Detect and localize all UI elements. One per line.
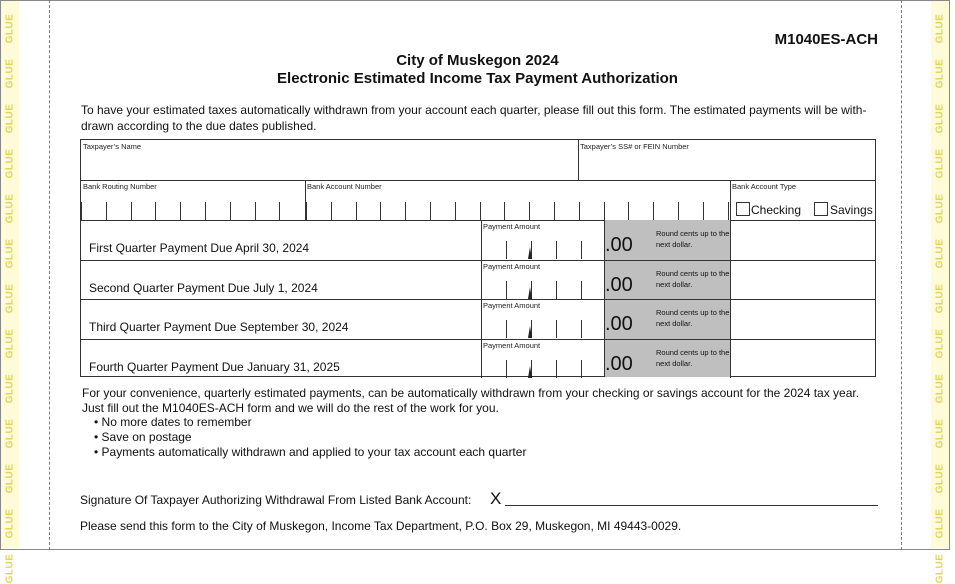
digit-divider <box>279 202 280 220</box>
thousands-mark <box>528 366 532 378</box>
glue-label: GLUE <box>4 373 16 404</box>
digit-divider <box>703 202 704 220</box>
convenience-text: For your convenience, quarterly estimated payments, can be automatically withdrawn from your checking or savings account for the 2024 tax year. Just fill out the M1040ES-ACH form and we will do the rest of the work for you. <box>82 386 860 415</box>
digit-divider <box>405 202 406 220</box>
quarter-due-label: First Quarter Payment Due April 30, 2024 <box>89 241 310 255</box>
thousands-mark <box>528 287 532 299</box>
form-grid <box>80 139 876 377</box>
list-item: • No more dates to remember <box>94 415 252 429</box>
glue-label: GLUE <box>4 553 16 584</box>
routing-number-field[interactable] <box>81 181 305 220</box>
glue-label: GLUE <box>4 238 16 269</box>
account-number-field[interactable] <box>306 181 730 220</box>
glue-label: GLUE <box>4 193 16 224</box>
glue-label: GLUE <box>4 508 16 539</box>
payment-amount-label: Payment Amount <box>483 222 541 231</box>
checking-checkbox[interactable] <box>736 202 750 216</box>
thousands-mark <box>528 326 532 338</box>
digit-divider <box>556 241 557 259</box>
routing-label: Bank Routing Number <box>83 182 157 191</box>
intro-text: To have your estimated taxes automatically withdrawn from your account each quarter, please fill out this form. The estimated payments will be with-drawn according to the due dates published. <box>81 103 867 133</box>
digit-divider <box>506 320 507 338</box>
payment-row <box>81 220 875 260</box>
payment-amount-field[interactable] <box>482 311 604 338</box>
glue-label: GLUE <box>934 418 946 449</box>
payment-amount-field[interactable] <box>482 351 604 378</box>
cents-label: .00 <box>605 234 633 256</box>
glue-label: GLUE <box>4 328 16 359</box>
thousands-mark <box>528 247 532 259</box>
list-item: • Save on postage <box>94 430 192 444</box>
taxpayer-ssn-field[interactable] <box>579 140 875 180</box>
payment-amount-field[interactable] <box>482 232 604 259</box>
digit-divider <box>653 202 654 220</box>
row-divider <box>81 339 875 340</box>
glue-label: GLUE <box>934 148 946 179</box>
glue-label: GLUE <box>934 193 946 224</box>
quarter-due-label: Fourth Quarter Payment Due January 31, 2025 <box>89 359 340 374</box>
glue-label: GLUE <box>934 373 946 404</box>
form-id: M1040ES-ACH <box>774 31 878 48</box>
row-divider <box>81 299 875 300</box>
digit-divider <box>556 320 557 338</box>
digit-divider <box>106 202 107 220</box>
digit-divider <box>554 202 555 220</box>
list-item: • Payments automatically withdrawn and applied to your tax account each quarter <box>94 445 527 459</box>
cents-label: .00 <box>605 273 633 296</box>
digit-divider <box>356 202 357 220</box>
glue-label: GLUE <box>4 283 16 314</box>
digit-divider <box>628 202 629 220</box>
savings-checkbox[interactable] <box>814 202 828 216</box>
glue-label: GLUE <box>4 463 16 494</box>
payment-amount-label: Payment Amount <box>483 261 541 271</box>
glue-label: GLUE <box>4 418 16 449</box>
digit-divider <box>455 202 456 220</box>
digit-divider <box>331 202 332 220</box>
mailing-instructions: Please send this form to the City of Muskegon, Income Tax Department, P.O. Box 29, Muskegon, MI 49443-0029. <box>80 519 682 533</box>
cents-label: .00 <box>605 352 633 375</box>
digit-divider <box>131 202 132 220</box>
digit-divider <box>506 360 507 378</box>
digit-divider <box>155 202 156 220</box>
rounding-note: Round cents up to the next dollar. <box>656 347 730 368</box>
glue-label: GLUE <box>934 283 946 314</box>
glue-label: GLUE <box>4 58 16 89</box>
payment-amount-label: Payment Amount <box>483 340 541 350</box>
account-type-label: Bank Account Type <box>732 182 797 191</box>
digit-divider <box>380 202 381 220</box>
glue-label: GLUE <box>934 13 946 44</box>
rounding-note: Round cents up to the next dollar. <box>656 229 730 249</box>
glue-label: GLUE <box>934 463 946 494</box>
taxpayer-name-label: Taxpayer’s Name <box>83 142 142 151</box>
digit-divider <box>556 360 557 378</box>
digit-divider <box>306 202 307 220</box>
digit-divider <box>581 281 582 299</box>
payment-amount-field[interactable] <box>482 272 604 299</box>
savings-label: Savings <box>830 203 873 217</box>
account-label: Bank Account Number <box>307 182 382 191</box>
glue-label: GLUE <box>934 103 946 134</box>
digit-divider <box>205 202 206 220</box>
digit-divider <box>579 202 580 220</box>
signature-line[interactable] <box>505 505 878 506</box>
digit-divider <box>581 320 582 338</box>
glue-label: GLUE <box>4 13 16 44</box>
digit-divider <box>430 202 431 220</box>
cents-label: .00 <box>605 313 633 335</box>
glue-label: GLUE <box>4 103 16 134</box>
digit-divider <box>506 281 507 299</box>
digit-divider <box>81 202 82 220</box>
rounding-note: Round cents up to the next dollar. <box>656 268 730 289</box>
digit-divider <box>604 202 605 220</box>
glue-label: GLUE <box>934 553 946 584</box>
digit-divider <box>581 241 582 259</box>
payment-amount-label: Payment Amount <box>483 301 541 310</box>
digit-divider <box>504 202 505 220</box>
digit-divider <box>678 202 679 220</box>
taxpayer-ssn-label: Taxpayer’s SS# or FEIN Number <box>580 142 689 151</box>
signature-label: Signature Of Taxpayer Authorizing Withdrawal From Listed Bank Account: <box>80 493 472 507</box>
digit-divider <box>728 202 729 220</box>
digit-divider <box>506 241 507 259</box>
quarter-due-label: Third Quarter Payment Due September 30, 2024 <box>89 320 349 334</box>
digit-divider <box>230 202 231 220</box>
digit-divider <box>556 281 557 299</box>
payment-row <box>81 260 875 300</box>
form-title-city: City of Muskegon 2024 <box>396 52 559 69</box>
glue-label: GLUE <box>934 238 946 269</box>
payment-row <box>81 299 875 339</box>
glue-label: GLUE <box>934 58 946 89</box>
quarter-due-label: Second Quarter Payment Due July 1, 2024 <box>89 280 318 295</box>
signature-x-mark: X <box>490 489 502 508</box>
glue-label: GLUE <box>934 508 946 539</box>
rounding-note: Round cents up to the next dollar. <box>656 308 730 328</box>
digit-divider <box>255 202 256 220</box>
digit-divider <box>180 202 181 220</box>
glue-label: GLUE <box>4 148 16 179</box>
digit-divider <box>480 202 481 220</box>
row-divider <box>81 260 875 261</box>
payment-row <box>81 339 875 379</box>
digit-divider <box>529 202 530 220</box>
taxpayer-name-field[interactable] <box>81 140 578 180</box>
glue-label: GLUE <box>934 328 946 359</box>
checking-label: Checking <box>751 203 802 217</box>
digit-divider <box>581 360 582 378</box>
benefit-list <box>94 415 526 460</box>
form-title: Electronic Estimated Income Tax Payment Authorization <box>277 70 678 87</box>
